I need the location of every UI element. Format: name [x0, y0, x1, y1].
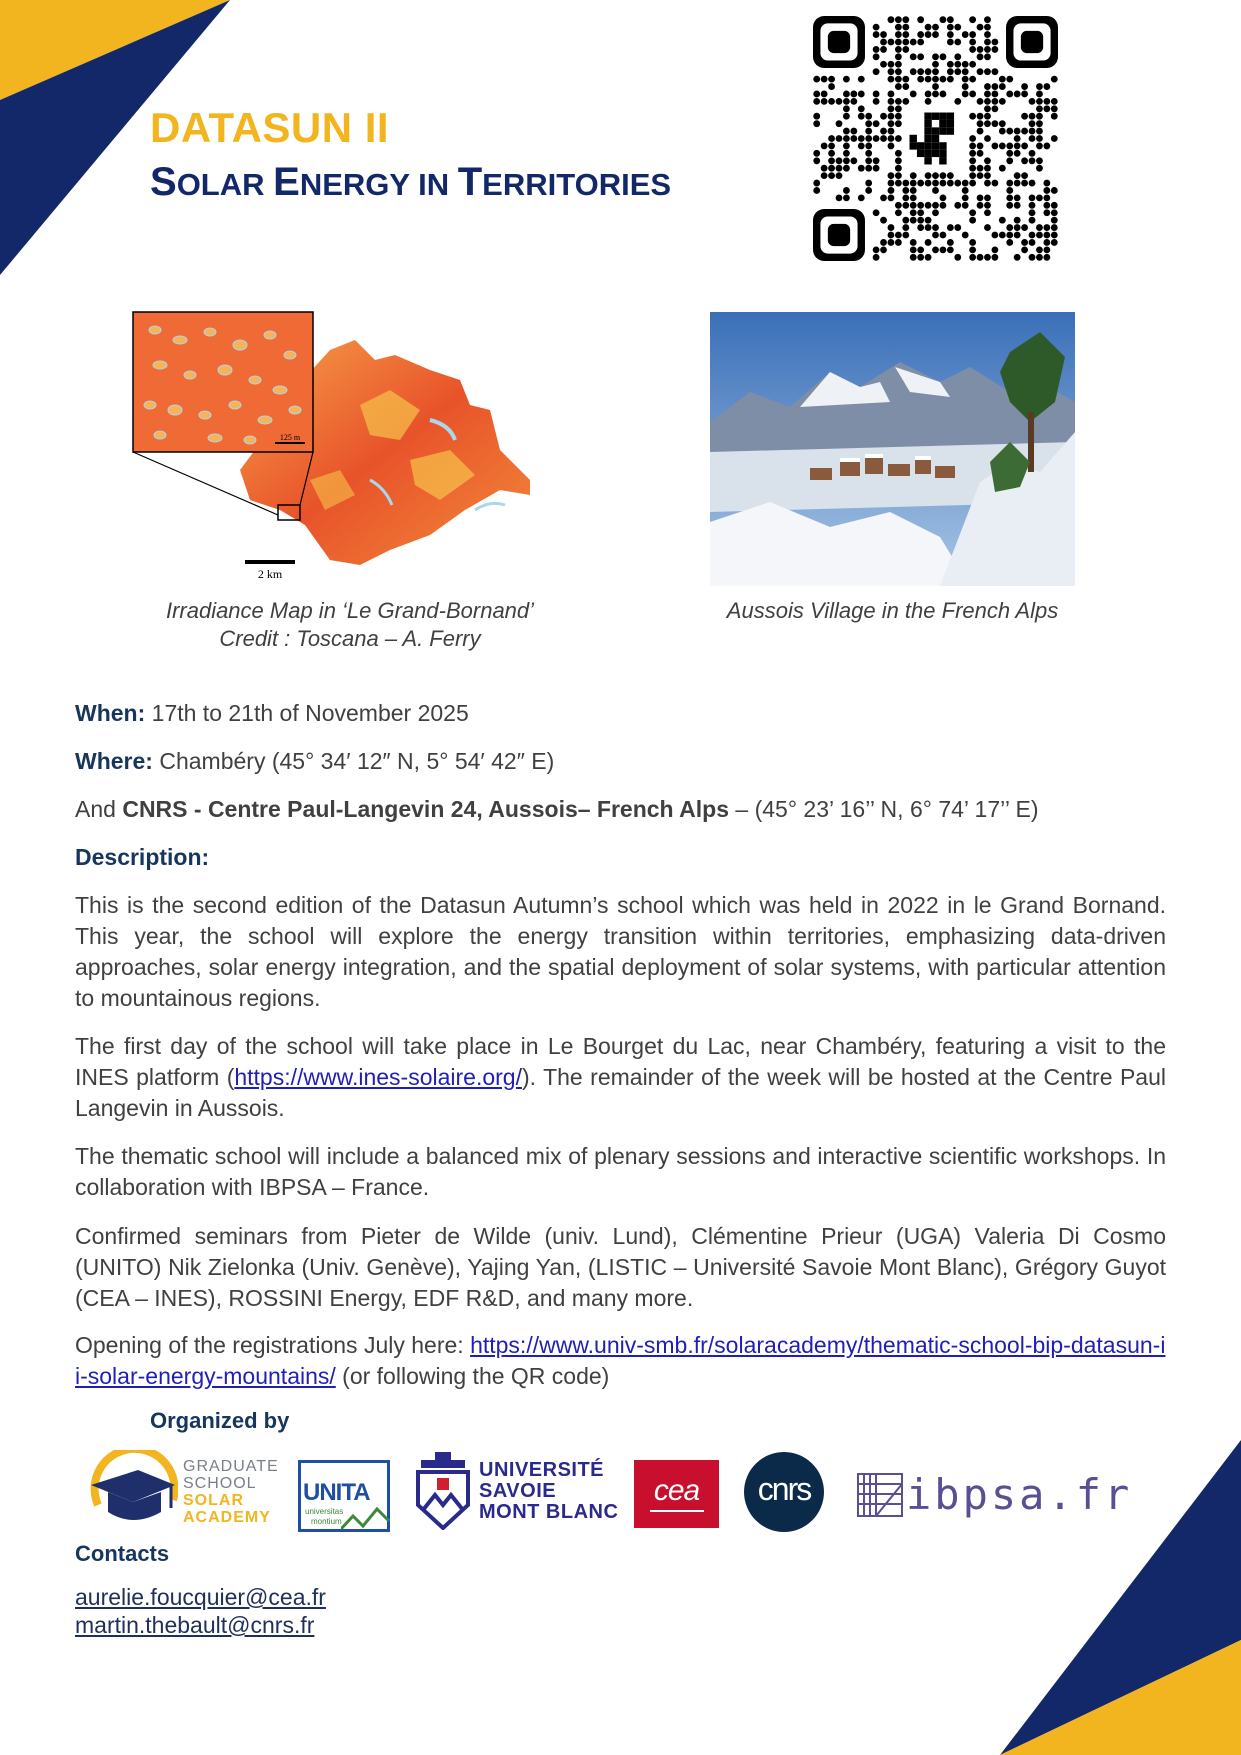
graduation-cap-icon — [83, 1450, 178, 1532]
contacts-list — [75, 1583, 326, 1639]
unita-logo — [298, 1460, 390, 1532]
organized-by-title: Organized by — [150, 1408, 290, 1433]
contact-email-1[interactable]: aurelie.foucquier@cea.fr — [75, 1584, 326, 1610]
unita-sub2: montium — [311, 1517, 342, 1526]
scale-small-label: 125 m — [279, 433, 301, 442]
description-paragraph-1: This is the second edition of the Datasun Autumn’s school which was held in 2022 in le Grand Bornand. This year, the school will explore the energy transition within territories, emphasizing data-driven approaches, solar energy integration, and the spatial deployment of solar systems, with particular attention to mountainous regions. — [75, 892, 1166, 1011]
cea-logo — [634, 1460, 719, 1528]
solar-academy-line1: GRADUATE — [183, 1458, 279, 1475]
ines-link[interactable]: https://www.ines-solaire.org/ — [234, 1064, 522, 1090]
unita-sub1: universitas — [305, 1507, 344, 1516]
description-paragraph-4: Confirmed seminars from Pieter de Wilde (univ. Lund), Clémentine Prieur (UGA) Valeria Di Cosmo (UNITO) Nik Zielonka (Univ. Genève), Yajing Yan, (LISTIC – Université Savoie Mont Blanc), Grégory Guyot (CEA – INES), ROSSINI Energy, EDF R&D, and many more. — [75, 1223, 1166, 1311]
irradiance-map-image — [130, 310, 570, 585]
solar-academy-line3: SOLAR — [183, 1492, 244, 1509]
cea-text: cea — [653, 1474, 700, 1507]
para2-text-b: ). The remainder of the week will be hosted at the Centre Paul Langevin in Aussois. — [75, 1064, 1166, 1121]
usmb-line3: MONT BLANC — [479, 1501, 619, 1523]
unita-text: UNITA — [303, 1479, 370, 1506]
registration-suffix: (or following the QR code) — [335, 1363, 610, 1389]
description-label: Description: — [75, 844, 210, 870]
ibpsa-grid-icon — [856, 1470, 904, 1518]
solar-academy-logo — [83, 1450, 288, 1532]
and-venue: CNRS - Centre Paul-Langevin 24, Aussois– French Alps — [122, 796, 729, 822]
where-line — [75, 746, 1166, 777]
and-line — [75, 794, 1166, 825]
para2-text-a: The first day of the school will take place in Le Bourget du Lac, near Chambéry, featuring a visit to the INES platform ( — [75, 1033, 1166, 1090]
cnrs-text: cnrs — [757, 1471, 811, 1507]
description-heading — [75, 842, 1166, 873]
where-value: Chambéry (45° 34′ 12″ N, 5° 54′ 42″ E) — [152, 748, 555, 774]
contact-email-2[interactable]: martin.thebault@cnrs.fr — [75, 1612, 315, 1638]
title-line2: SOLAR ENERGY IN TERRITORIES — [150, 160, 672, 204]
contacts-title: Contacts — [75, 1541, 170, 1566]
scale-large-label: 2 km — [257, 567, 283, 581]
usmb-shield-icon — [413, 1450, 473, 1530]
ibpsa-text: ibpsa.fr — [906, 1470, 1133, 1519]
description-paragraph-3: The thematic school will include a balanced mix of plenary sessions and interactive scientific workshops. In collaboration with IBPSA – France. — [75, 1143, 1166, 1200]
and-suffix: – (45° 23’ 16’’ N, 6° 74’ 17’’ E) — [729, 796, 1039, 822]
map-caption-line1: Irradiance Map in ‘Le Grand-Bornand’ — [165, 598, 535, 623]
usmb-line1: UNIVERSITÉ — [479, 1459, 605, 1481]
usmb-logo — [413, 1450, 623, 1530]
description-paragraph-2 — [75, 1031, 1166, 1124]
cnrs-logo — [744, 1452, 824, 1532]
title-line1: DATASUN II — [150, 104, 390, 151]
when-label: When: — [75, 700, 146, 726]
registration-paragraph — [75, 1330, 1166, 1392]
solar-academy-line2: SCHOOL — [183, 1475, 257, 1492]
aussois-village-photo — [710, 312, 1075, 586]
registration-text: Opening of the registrations July here: — [75, 1332, 471, 1358]
solar-academy-line4: ACADEMY — [183, 1509, 271, 1526]
where-label: Where: — [75, 748, 153, 774]
title-block — [150, 102, 671, 213]
photo-caption: Aussois Village in the French Alps — [726, 598, 1059, 623]
when-line — [75, 698, 1166, 729]
when-value: 17th to 21th of November 2025 — [145, 700, 469, 726]
map-caption — [130, 597, 570, 653]
and-prefix: And — [75, 796, 123, 822]
usmb-line2: SAVOIE — [479, 1480, 557, 1502]
ibpsa-logo — [856, 1470, 1166, 1520]
qr-code-icon[interactable] — [813, 16, 1058, 261]
map-caption-line2: Credit : Toscana – A. Ferry — [219, 626, 481, 651]
registration-link[interactable]: https://www.univ-smb.fr/solaracademy/thematic-school-bip-datasun-ii-solar-energy-mountains/ — [75, 1332, 1166, 1389]
